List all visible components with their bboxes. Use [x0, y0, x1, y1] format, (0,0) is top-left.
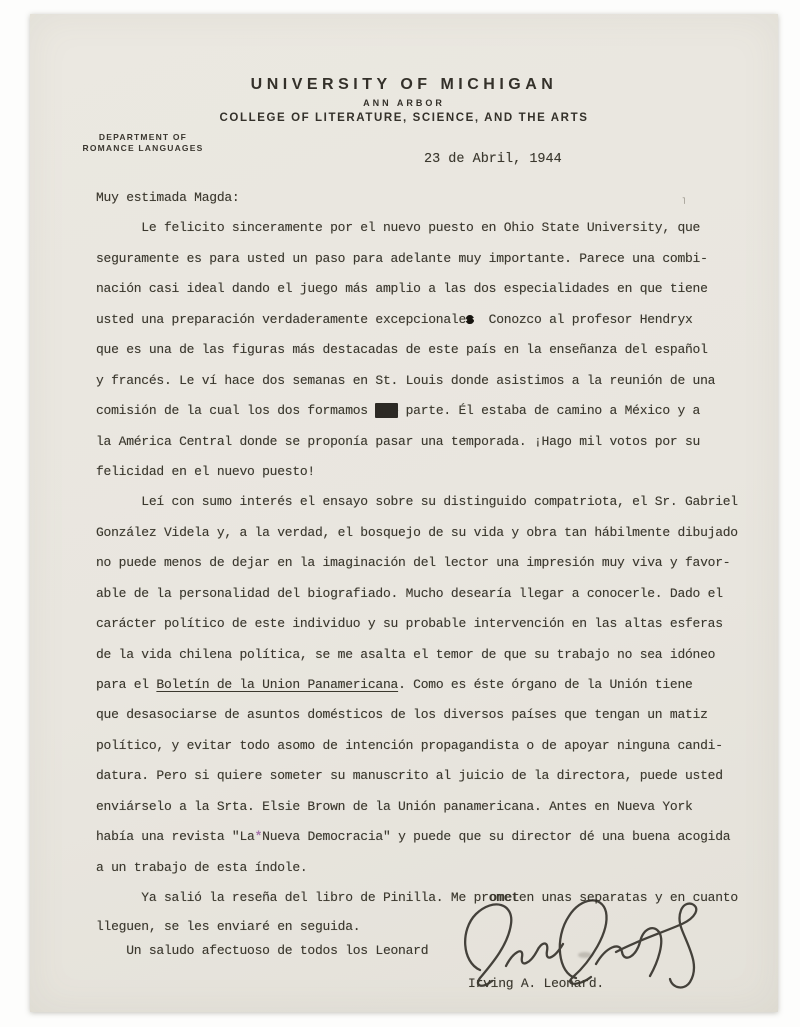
text-segment: datura. Pero si quiere someter su manuscrito al juicio de la directora, puede usted — [96, 768, 723, 784]
letterhead-city: ANN ARBOR — [363, 98, 445, 108]
letter-line — [96, 647, 764, 677]
text-segment: había una revista "La — [96, 829, 255, 845]
text-segment: Muy estimada Magda: — [96, 190, 240, 205]
letter-line — [96, 312, 764, 342]
letter-line — [96, 494, 764, 524]
letter-line — [96, 220, 764, 250]
text-segment: para el — [96, 677, 157, 692]
letter-line — [96, 616, 764, 646]
text-segment: que desasociarse de asuntos domésticos de los diversos países que tengan un matiz — [96, 707, 708, 723]
text-segment: nación casi ideal dando el juego más amplio a las dos especialidades en que tiene — [96, 281, 708, 297]
typed-signature-name: Irving A. Leonard. — [468, 976, 604, 991]
letter-line — [96, 829, 764, 859]
department-line1: DEPARTMENT OF — [98, 132, 188, 142]
text-segment: carácter político de este individuo y su probable intervención en las altas esferas — [96, 616, 723, 632]
text-segment: seguramente es para usted un paso para adelante muy importante. Parece una combi- — [96, 250, 708, 266]
text-segment: comisión de la cual los dos formamos — [96, 403, 376, 419]
department-line2: ROMANCE LANGUAGES — [82, 143, 204, 153]
letter-line — [96, 281, 764, 311]
letter-line — [96, 799, 764, 829]
letter-paper — [30, 14, 778, 1012]
letter-line — [96, 555, 764, 585]
letter-date: 23 de Abril, 1944 — [424, 152, 562, 167]
letter-line — [96, 768, 764, 798]
text-segment: parte. Él estaba de camino a México y a — [398, 403, 701, 419]
text-segment: felicidad en el nuevo puesto! — [96, 463, 315, 479]
text-segment: la América Central donde se proponía pasar una temporada. ¡Hago mil votos por su — [96, 433, 701, 449]
text-segment: político, y evitar todo asomo de intención propagandista o de apoyar ninguna candi- — [96, 737, 723, 753]
letterhead-college: COLLEGE OF LITERATURE, SCIENCE, AND THE ARTS — [219, 112, 589, 124]
text-segment: Ya salió la reseña del libro de Pinilla. Me pr — [96, 890, 489, 906]
text-segment: Leí con sumo interés el ensayo sobre su distinguido compatriota, el Sr. Gabriel — [96, 494, 738, 510]
letter-line — [96, 342, 764, 372]
letterhead-department — [68, 132, 218, 154]
text-segment: mmm — [375, 403, 399, 419]
letter-line — [96, 586, 764, 616]
letter-line — [96, 677, 764, 707]
text-segment: que es una de las figuras más destacadas de este país en la enseñanza del español — [96, 342, 708, 358]
text-segment: Nueva Democracia" y puede que su director dé una buena acogida — [262, 829, 731, 845]
text-segment: s — [466, 311, 474, 327]
letter-line — [96, 707, 764, 737]
text-segment: Le felicito sinceramente por el nuevo puesto en Ohio State University, que — [96, 220, 701, 236]
letterhead — [30, 76, 778, 124]
text-segment: no puede menos de dejar en la imaginación del lector una impresión muy viva y favor- — [96, 555, 731, 571]
text-segment: a un trabajo de esta índole. — [96, 859, 308, 875]
text-segment: Un saludo afectuoso de todos los Leonard — [96, 943, 429, 958]
text-segment: enviárselo a la Srta. Elsie Brown de la Unión panamericana. Antes en Nueva York — [96, 798, 693, 814]
letter-line — [96, 373, 764, 403]
text-segment: usted una preparación verdaderamente excepcionale — [96, 311, 467, 327]
letter-line — [96, 525, 764, 555]
letter-line — [96, 434, 764, 464]
paper-speck: ˥ — [682, 196, 686, 206]
letterhead-university: UNIVERSITY OF MICHIGAN — [250, 76, 558, 93]
text-segment: y francés. Le ví hace dos semanas en St. Louis donde asistimos a la reunión de una — [96, 372, 716, 388]
letter-line — [96, 403, 764, 433]
text-segment: Boletín de la Union Panamericana — [156, 677, 399, 692]
letter-body — [96, 190, 764, 921]
text-segment: * — [254, 829, 263, 845]
letter-line — [96, 464, 764, 494]
letter-line — [96, 738, 764, 768]
text-segment: able de la personalidad del biografiado. Mucho desearía llegar a conocerle. Dado el — [96, 585, 723, 601]
text-segment: omet — [488, 890, 519, 906]
text-segment: González Videla y, a la verdad, el bosquejo de su vida y obra tan hábilmente dibujado — [96, 524, 738, 540]
text-segment: en unas separatas y en cuanto — [518, 890, 738, 906]
text-segment: de la vida chilena política, se me asalta el temor de que su trabajo no sea idóneo — [96, 646, 716, 662]
letter-line — [96, 251, 764, 281]
text-segment: Conozco al profesor Hendryx — [473, 311, 693, 327]
text-segment: lleguen, se les enviaré en seguida. — [96, 919, 361, 934]
letter-line — [96, 190, 764, 220]
text-segment: . Como es éste órgano de la Unión tiene — [398, 677, 693, 692]
